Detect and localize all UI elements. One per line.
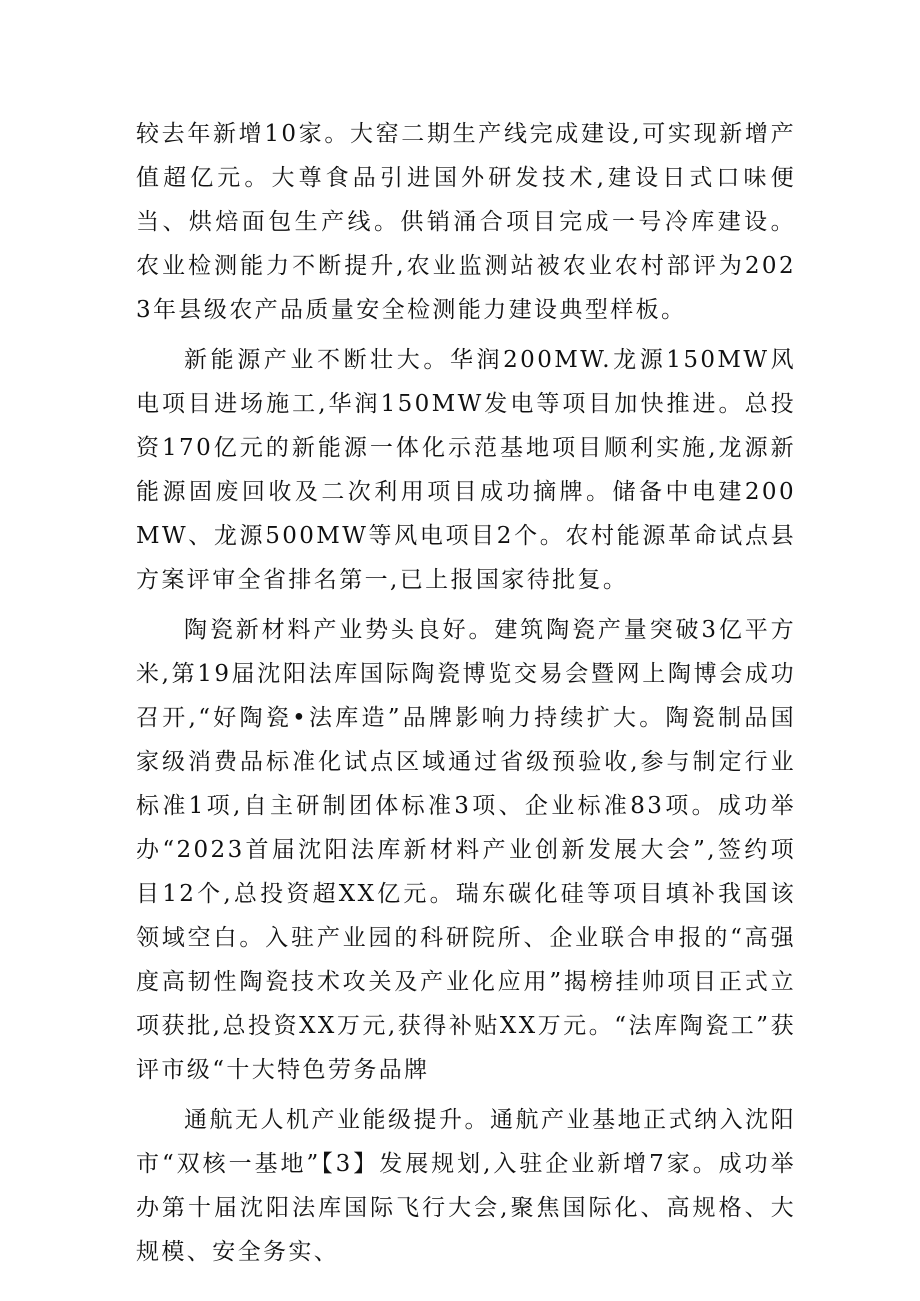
paragraph-agriculture: 较去年新增10家。大窑二期生产线完成建设,可实现新增产值超亿元。大尊食品引进国外研发技术,建设日式口味便当、烘焙面包生产线。供销涌合项目完成一号冷库建设。农业检测能力不断提升,农业监测站被农业农村部评为2023年县级农产品质量安全检测能力建设典型样板。 [136, 121, 796, 323]
paragraph-ceramics: 陶瓷新材料产业势头良好。建筑陶瓷产量突破3亿平方米,第19届沈阳法库国际陶瓷博览交易会暨网上陶博会成功召开,“好陶瓷•法库造”品牌影响力持续扩大。陶瓷制品国家级消费品标准化试点区域通过省级预验收,参与制定行业标准1项,自主研制团体标准3项、企业标准83项。成功举办“2023首届沈阳法库新材料产业创新发展大会”,签约项目12个,总投资超XX亿元。瑞东碳化硅等项目填补我国该领域空白。入驻产业园的科研院所、企业联合申报的“高强度高韧性陶瓷技术攻关及产业化应用”揭榜挂帅项目正式立项获批,总投资XX万元,获得补贴XX万元。“法库陶瓷工”获评市级“十大特色劳务品牌 [136, 617, 796, 1083]
paragraph-new-energy: 新能源产业不断壮大。华润200MW.龙源150MW风电项目进场施工,华润150MW发电等项目加快推进。总投资170亿元的新能源一体化示范基地项目顺利实施,龙源新能源固废回收及二次利用项目成功摘牌。储备中电建200MW、龙源500MW等风电项目2个。农村能源革命试点县方案评审全省排名第一,已上报国家待批复。 [136, 347, 796, 593]
paragraph-aviation-drones: 通航无人机产业能级提升。通航产业基地正式纳入沈阳市“双核一基地”【3】发展规划,入驻企业新增7家。成功举办第十届沈阳法库国际飞行大会,聚焦国际化、高规格、大规模、安全务实、 [136, 1107, 796, 1265]
document-body [136, 112, 796, 1274]
